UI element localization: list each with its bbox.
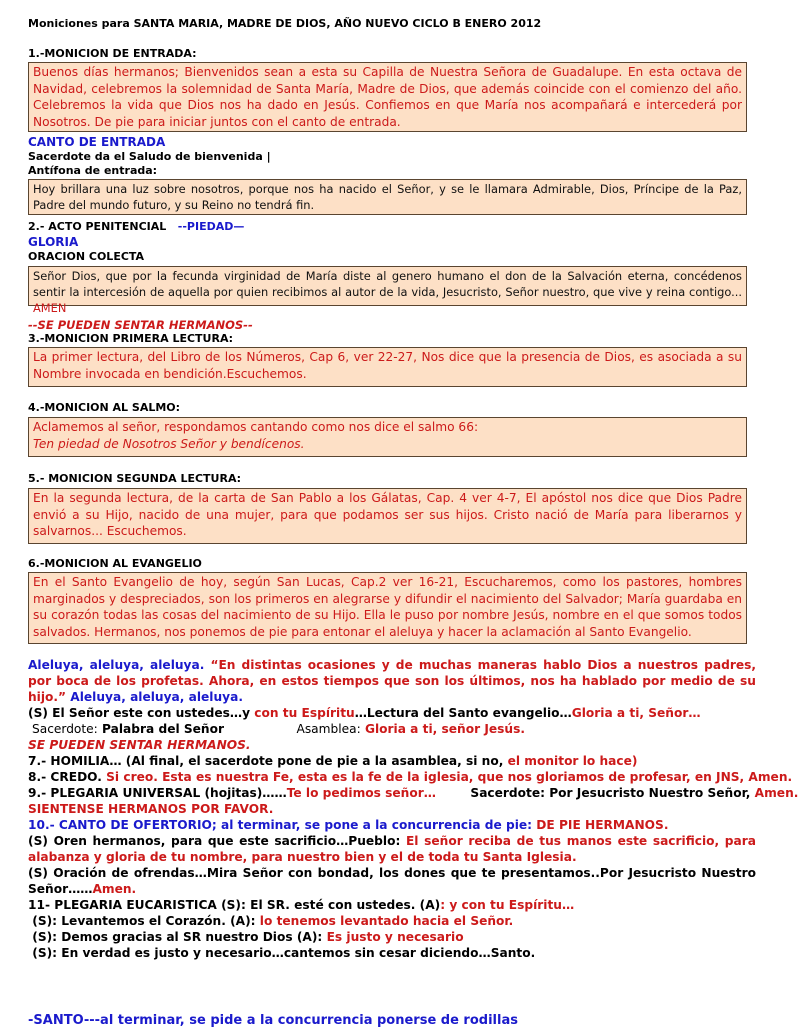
document-title: Moniciones para SANTA MARIA, MADRE DE DIOS, AÑO NUEVO CICLO B ENERO 2012 <box>28 17 542 30</box>
section-heading: 3.-MONICION PRIMERA LECTURA: <box>28 332 234 345</box>
segunda-lectura-box: En la segunda lectura, de la carta de San Pablo a los Gálatas, Cap. 4 ver 4-7, El apóstol nos dice que Dios Padre envió a su Hijo, nacido de una mujer, para que podamos ser sus hijos. Cristo nació de María para liberarnos y salvarnos... Escuchemos. <box>28 488 747 544</box>
sientense-line: SIENTENSE HERMANOS POR FAVOR. <box>28 802 274 816</box>
antifona-label: Antífona de entrada: <box>28 164 158 177</box>
colecta-box: Señor Dios, que por la fecunda virginidad de María diste al genero humano el don de la Salvación eterna, concédenos sentir la intercesión de aquella por quien recibimos al autor de la vida, Jesucristo, Señor nuestro, que vive y reina contigo... AMEN <box>28 266 747 306</box>
salmo-response: Ten piedad de Nosotros Señor y bendícenos. <box>33 436 305 451</box>
amen-label: AMEN <box>33 301 67 315</box>
salmo-box: Aclamemos al señor, respondamos cantando como nos dice el salmo 66: Ten piedad de Nosotros Señor y bendícenos. <box>28 417 747 457</box>
gloria-label: GLORIA <box>28 235 79 249</box>
primera-lectura-box: La primer lectura, del Libro de los Números, Cap 6, ver 22-27, Nos dice que la presencia de Dios, es asociada a su Nombre invocada en bendición.Escuchemos. <box>28 347 747 387</box>
section-heading: 6.-MONICION AL EVANGELIO <box>28 557 202 570</box>
eucaristica-line: 11- PLEGARIA EUCARISTICA (S): El SR. esté con ustedes. (A): y con tu Espíritu… <box>28 898 575 912</box>
homilia-line: 7.- HOMILIA… (Al final, el sacerdote pone de pie a la asamblea, si no, el monitor lo hace) <box>28 754 638 768</box>
rite-lines <box>28 657 798 961</box>
saludo-evangelio-line: (S) El Señor este con ustedes…y con tu Espíritu…Lectura del Santo evangelio…Gloria a ti, Señor… <box>28 706 701 720</box>
antifona-box: Hoy brillara una luz sobre nosotros, porque nos ha nacido el Señor, y se le llamara Admirable, Dios, Príncipe de la Paz, Padre del mundo futuro, y su Reino no tendrá fin. <box>28 179 747 215</box>
credo-line: 8.- CREDO. Si creo. Esta es nuestra Fe, esta es la fe de la iglesia, que nos gloriamos de profesar, en JNS, Amen. <box>28 770 793 784</box>
palabra-line: Sacerdote: Palabra del Señor Asamblea: Gloria a ti, señor Jesús. <box>32 722 525 736</box>
plegaria-line: 9.- PLEGARIA UNIVERSAL (hojitas)……Te lo pedimos señor… Sacerdote: Por Jesucristo Nuestro Señor, Amen. <box>28 786 798 800</box>
colecta-label: ORACION COLECTA <box>28 250 145 263</box>
oren-hermanos-line: (S) Oren hermanos, para que este sacrificio…Pueblo: El señor reciba de tus manos este sacrificio, para alabanza y gloria de tu nombre, para nuestro bien y el de toda tu Santa Iglesia. <box>28 834 756 864</box>
section-heading: 4.-MONICION AL SALMO: <box>28 401 181 414</box>
section-heading: 1.-MONICION DE ENTRADA: <box>28 47 197 60</box>
canto-entrada-label: CANTO DE ENTRADA <box>28 135 166 149</box>
piedad-label: --PIEDAD— <box>177 220 245 233</box>
acto-penitencial-line: 2.- ACTO PENITENCIAL --PIEDAD— <box>28 220 245 233</box>
santo-line: -SANTO---al terminar, se pide a la concurrencia ponerse de rodillas <box>28 1013 518 1028</box>
saludo-line: Sacerdote da el Saludo de bienvenida | <box>28 150 271 163</box>
sentar-hermanos: SE PUEDEN SENTAR HERMANOS. <box>28 738 251 752</box>
ofrendas-line: (S) Oración de ofrendas…Mira Señor con bondad, los dones que te presentamos..Por Jesucristo Nuestro Señor……Amen. <box>28 866 756 896</box>
section-heading: 5.- MONICION SEGUNDA LECTURA: <box>28 472 242 485</box>
demos-gracias-line: (S): Demos gracias al SR nuestro Dios (A): Es justo y necesario <box>32 930 464 944</box>
en-verdad-line: (S): En verdad es justo y necesario…cantemos sin cesar diciendo…Santo. <box>32 946 536 960</box>
monicion-entrada-box: Buenos días hermanos; Bienvenidos sean a esta su Capilla de Nuestra Señora de Guadalupe. En esta octava de Navidad, celebremos la solemnidad de Santa María, Madre de Dios, que además coincide con el comienzo del año. Celebremos la vida que Dios nos ha dado en Jesús. Confiemos en que María nos acompañará e intercederá por Nosotros. De pie para iniciar juntos con el canto de entrada. <box>28 62 747 132</box>
sentar-note: --SE PUEDEN SENTAR HERMANOS-- <box>28 318 253 332</box>
levantemos-line: (S): Levantemos el Corazón. (A): lo tenemos levantado hacia el Señor. <box>32 914 514 928</box>
evangelio-box: En el Santo Evangelio de hoy, según San Lucas, Cap.2 ver 16-21, Escucharemos, como los pastores, hombres marginados y despreciados, son los primeros en alegrarse y difundir el nacimiento del Salvador; María guardaba en su corazón todas las cosas del nacimiento de su Hijo. Ella le puso por nombre Jesús, nombre en el que somos todos salvados. Hermanos, nos ponemos de pie para entonar el aleluya y hacer la aclamación al Santo Evangelio. <box>28 572 747 644</box>
aleluya-paragraph: Aleluya, aleluya, aleluya. “En distintas ocasiones y de muchas maneras hablo Dios a nuestros padres, por boca de los profetas. Ahora, en estos tiempos que son los últimos, nos ha hablado por medio de su hijo.” Aleluya, aleluya, aleluya. <box>28 658 756 704</box>
ofertorio-line: 10.- CANTO DE OFERTORIO; al terminar, se pone a la concurrencia de pie: DE PIE HERMANOS. <box>28 818 669 832</box>
